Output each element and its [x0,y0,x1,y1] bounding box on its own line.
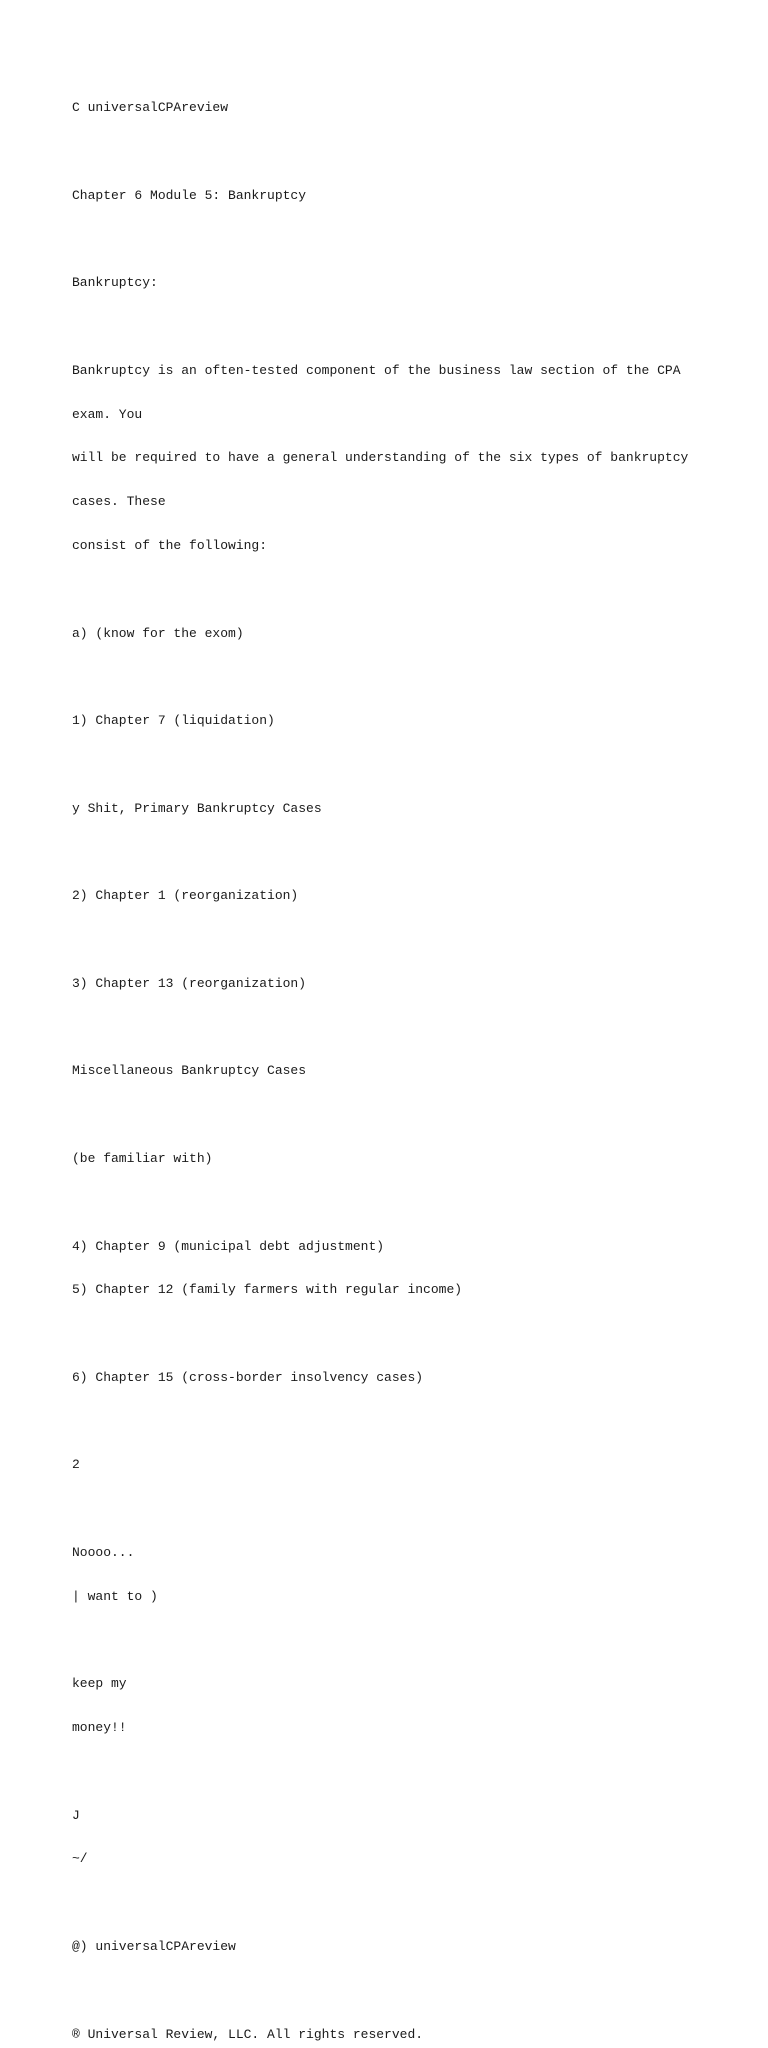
paragraph-16 [72,1648,692,1765]
text-line: keep my [72,1676,127,1692]
paragraph-17 [72,1779,692,1896]
paragraph-11 [72,1123,692,1196]
text-line: cases. These [72,494,166,510]
text-line: Miscellaneous Bankruptcy Cases [72,1063,307,1079]
text-line: 6) Chapter 15 (cross-border insolvency cases) [72,1369,424,1385]
paragraph-13 [72,1342,692,1415]
text-line: C universalCPAreview [72,100,229,116]
text-line: 4) Chapter 9 (municipal debt adjustment) [72,1238,385,1254]
text-line: 2 [72,1457,80,1473]
text-line: @) universalCPAreview [72,1939,236,1954]
text-line: Bankruptcy is an often-tested component of the business law section of the CPA [72,362,681,378]
text-line: money!! [72,1720,127,1736]
paragraph-7 [72,773,692,846]
paragraph-3 [72,247,692,320]
paragraph-6 [72,685,692,758]
text-line: (be familiar with) [72,1150,213,1166]
paragraph-12 [72,1210,692,1327]
text-line: 1) Chapter 7 (liquidation) [72,713,275,729]
text-line: will be required to have a general understanding of the six types of bankruptcy [72,450,689,466]
text-line: 3) Chapter 13 (reorganization) [72,975,307,991]
text-line: Chapter 6 Module 5: Bankruptcy [72,187,307,203]
text-line: a) (know for the exom) [72,625,244,641]
paragraph-9 [72,948,692,1021]
text-line: 5) Chapter 12 (family farmers with regular income) [72,1282,463,1298]
text-line: ~/ [72,1851,88,1867]
paragraph-5 [72,597,692,670]
text-line: exam. You [72,406,143,422]
paragraph-8 [72,860,692,933]
paragraph-14 [72,1429,692,1502]
paragraph-15 [72,1517,692,1634]
text-line: consist of the following: [72,538,268,553]
paragraph-10 [72,1035,692,1108]
text-line: y Shit, Primary Bankruptcy Cases [72,800,322,816]
text-line: Bankruptcy: [72,275,158,291]
paragraph-18 [72,1911,692,1984]
text-line: ® Universal Review, LLC. All rights reserved. [72,2026,424,2042]
text-line: 2) Chapter 1 (reorganization) [72,888,299,904]
text-line: | want to ) [72,1588,158,1604]
text-line: Noooo... [72,1544,135,1560]
paragraph-2 [72,160,692,233]
paragraph-4 [72,335,692,583]
document-page [72,72,692,2048]
paragraph-19 [72,1998,692,2048]
paragraph-1 [72,72,692,145]
text-line: J [72,1807,80,1823]
